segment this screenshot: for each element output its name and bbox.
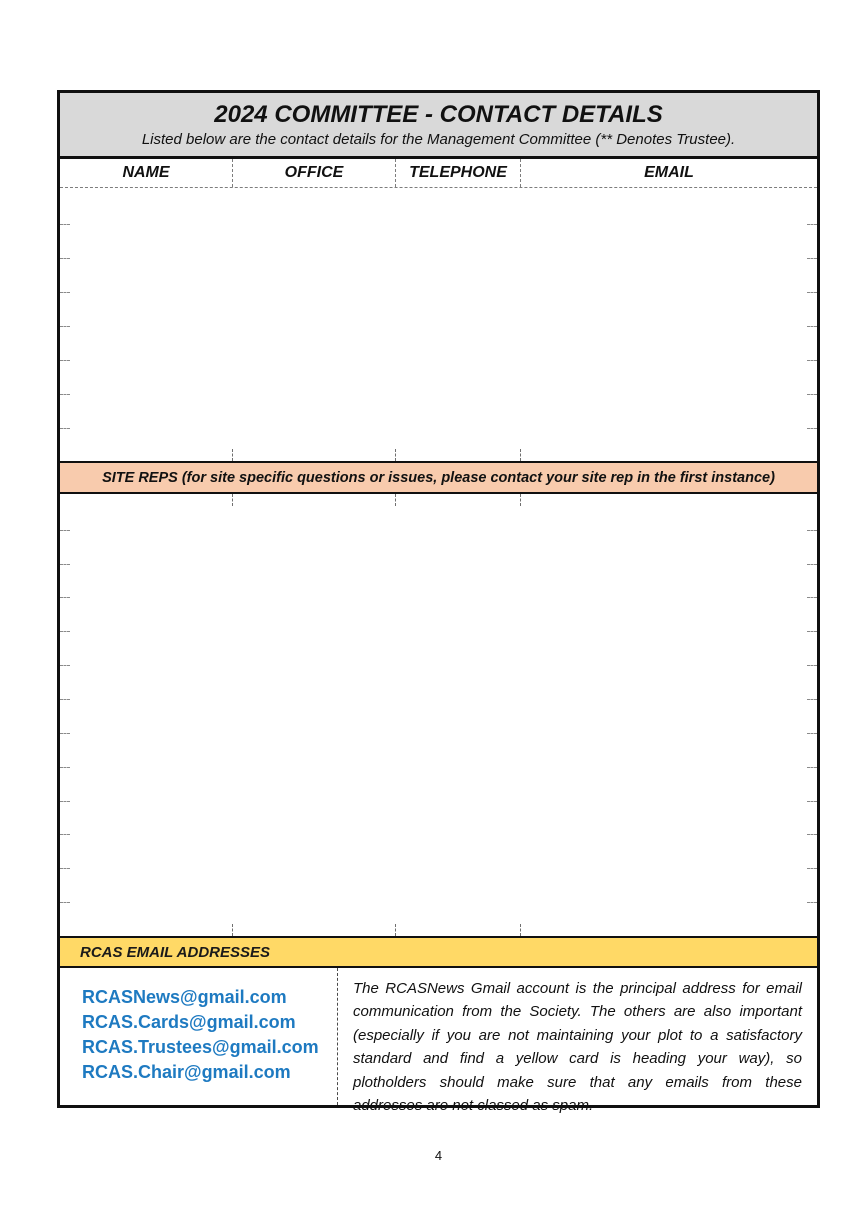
column-header-email: EMAIL — [520, 159, 817, 187]
email-link-cards[interactable]: RCAS.Cards@gmail.com — [82, 1012, 296, 1032]
column-divider-fragment — [395, 494, 396, 506]
row-divider-fragment — [60, 631, 70, 632]
row-divider-fragment — [60, 834, 70, 835]
column-divider-fragment — [520, 924, 521, 936]
row-divider-fragment — [60, 564, 70, 565]
site-reps-banner-label: SITE REPS (for site specific questions or issues, please contact your site rep in the first instance) — [102, 469, 775, 486]
row-divider-fragment — [60, 224, 70, 225]
row-divider-fragment — [807, 530, 817, 531]
row-divider-fragment — [60, 665, 70, 666]
column-divider-fragment — [232, 449, 233, 461]
site-reps-banner — [60, 461, 817, 494]
row-divider-fragment — [807, 699, 817, 700]
row-divider-fragment — [60, 733, 70, 734]
row-divider-fragment — [807, 868, 817, 869]
row-divider-fragment — [60, 258, 70, 259]
committee-rows-redacted — [60, 188, 817, 461]
row-divider-fragment — [807, 360, 817, 361]
column-divider-fragment — [520, 449, 521, 461]
email-note-text: The RCASNews Gmail account is the principal address for email communication from the Society. The others are also important (especially if you are not maintaining your plot to a satisfactory standard and find a yellow card is heading your way), so plotholders should make sure that any emails from these addresses are not classed as spam. — [353, 980, 802, 1115]
row-divider-fragment — [807, 733, 817, 734]
row-divider-fragment — [807, 597, 817, 598]
row-divider-fragment — [60, 801, 70, 802]
row-divider-fragment — [60, 699, 70, 700]
row-divider-fragment — [807, 564, 817, 565]
column-divider-fragment — [395, 449, 396, 461]
row-divider-fragment — [60, 428, 70, 429]
column-header-office: OFFICE — [232, 159, 395, 187]
site-reps-rows-redacted — [60, 494, 817, 936]
contact-details-table — [57, 90, 820, 1115]
row-divider-fragment — [60, 360, 70, 361]
row-divider-fragment — [60, 530, 70, 531]
column-divider-fragment — [232, 924, 233, 936]
row-divider-fragment — [807, 258, 817, 259]
row-divider-fragment — [60, 767, 70, 768]
email-link-chair[interactable]: RCAS.Chair@gmail.com — [82, 1062, 291, 1082]
page-title: 2024 COMMITTEE - CONTACT DETAILS — [214, 101, 663, 128]
column-divider-fragment — [395, 924, 396, 936]
row-divider-fragment — [807, 224, 817, 225]
row-divider-fragment — [807, 902, 817, 903]
email-link-trustees[interactable]: RCAS.Trustees@gmail.com — [82, 1037, 319, 1057]
row-divider-fragment — [807, 631, 817, 632]
row-divider-fragment — [807, 767, 817, 768]
column-divider-fragment — [232, 494, 233, 506]
row-divider-fragment — [60, 292, 70, 293]
rcas-email-section — [60, 968, 817, 1115]
page-subtitle: Listed below are the contact details for the Management Committee (** Denotes Trustee). — [141, 131, 736, 148]
row-divider-fragment — [807, 428, 817, 429]
row-divider-fragment — [60, 902, 70, 903]
email-link-news[interactable]: RCASNews@gmail.com — [82, 987, 287, 1007]
committee-header — [60, 93, 817, 159]
row-divider-fragment — [807, 326, 817, 327]
row-divider-fragment — [60, 326, 70, 327]
email-address-list — [60, 968, 338, 1105]
row-divider-fragment — [807, 834, 817, 835]
rcas-email-banner — [60, 936, 817, 968]
row-divider-fragment — [60, 597, 70, 598]
table-header-row — [60, 159, 817, 188]
column-header-telephone: TELEPHONE — [395, 159, 520, 187]
row-divider-fragment — [60, 868, 70, 869]
row-divider-fragment — [60, 394, 70, 395]
column-divider-fragment — [520, 494, 521, 506]
column-header-name: NAME — [122, 164, 170, 181]
row-divider-fragment — [807, 394, 817, 395]
row-divider-fragment — [807, 292, 817, 293]
rcas-email-banner-label: RCAS EMAIL ADDRESSES — [80, 943, 271, 961]
row-divider-fragment — [807, 665, 817, 666]
row-divider-fragment — [807, 801, 817, 802]
page-number: 4 — [434, 1148, 443, 1163]
